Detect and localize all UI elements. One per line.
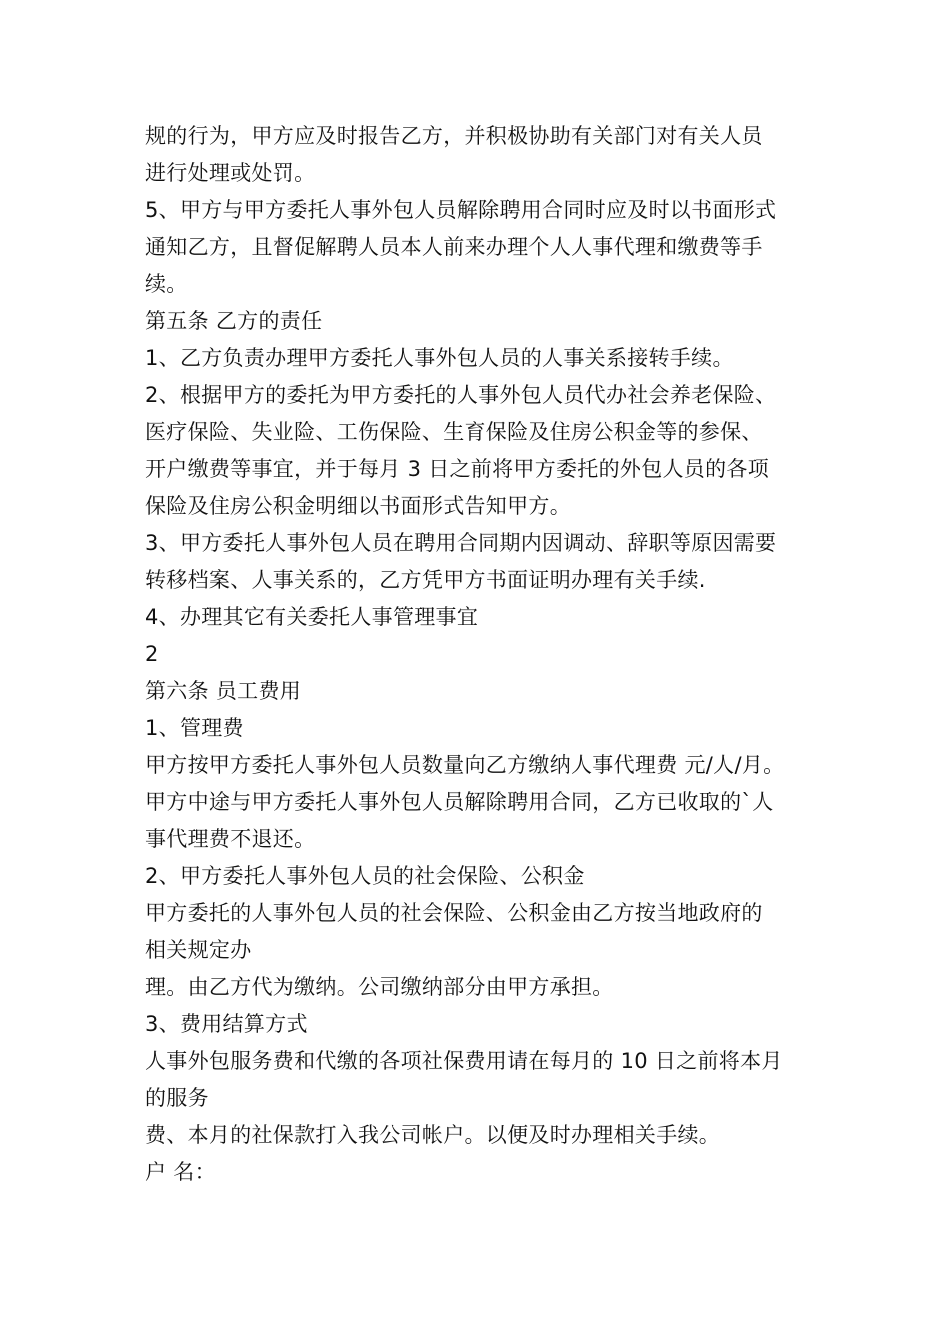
document-body — [145, 118, 835, 1191]
text-line: 3、甲方委托人事外包人员在聘用合同期内因调动、辞职等原因需要 — [145, 531, 777, 555]
text-line: 甲方按甲方委托人事外包人员数量向乙方缴纳人事代理费 元/人/月。 — [145, 753, 785, 777]
account-name-label: 户 名： — [145, 1160, 216, 1184]
text-line: 1、管理费 — [145, 716, 244, 740]
text-line: 开户缴费等事宜，并于每月 3 日之前将甲方委托的外包人员的各项 — [145, 457, 770, 481]
text-line: 5、甲方与甲方委托人事外包人员解除聘用合同时应及时以书面形式 — [145, 198, 777, 222]
text-line: 甲方中途与甲方委托人事外包人员解除聘用合同，乙方已收取的`人 — [145, 790, 774, 814]
text-line: 甲方委托的人事外包人员的社会保险、公积金由乙方按当地政府的 — [145, 901, 763, 925]
text-line: 2、根据甲方的委托为甲方委托的人事外包人员代办社会养老保险、 — [145, 383, 777, 407]
text-line: 规的行为，甲方应及时报告乙方，并积极协助有关部门对有关人员 — [145, 124, 763, 148]
text-line: 事代理费不退还。 — [145, 827, 316, 851]
page-number: 2 — [145, 642, 159, 666]
text-line: 费、本月的社保款打入我公司帐户。以便及时办理相关手续。 — [145, 1123, 721, 1147]
text-line: 3、费用结算方式 — [145, 1012, 308, 1036]
text-line: 理。由乙方代为缴纳。公司缴纳部分由甲方承担。 — [145, 975, 614, 999]
text-line: 续。 — [145, 272, 188, 296]
text-line: 2、甲方委托人事外包人员的社会保险、公积金 — [145, 864, 585, 888]
text-line: 的服务 — [145, 1086, 209, 1110]
text-line: 转移档案、人事关系的，乙方凭甲方书面证明办理有关手续. — [145, 568, 706, 592]
text-line: 进行处理或处罚。 — [145, 161, 316, 185]
text-line: 医疗保险、失业险、工伤保险、生育保险及住房公积金等的参保、 — [145, 420, 763, 444]
text-line: 通知乙方，且督促解聘人员本人前来办理个人人事代理和缴费等手 — [145, 235, 763, 259]
section-heading-article-6: 第六条 员工费用 — [145, 679, 302, 703]
text-line: 相关规定办 — [145, 938, 252, 962]
text-line: 保险及住房公积金明细以书面形式告知甲方。 — [145, 494, 571, 518]
text-line: 1、乙方负责办理甲方委托人事外包人员的人事关系接转手续。 — [145, 346, 734, 370]
text-line: 4、办理其它有关委托人事管理事宜 — [145, 605, 479, 629]
section-heading-article-5: 第五条 乙方的责任 — [145, 309, 323, 333]
text-line: 人事外包服务费和代缴的各项社保费用请在每月的 10 日之前将本月 — [145, 1049, 783, 1073]
